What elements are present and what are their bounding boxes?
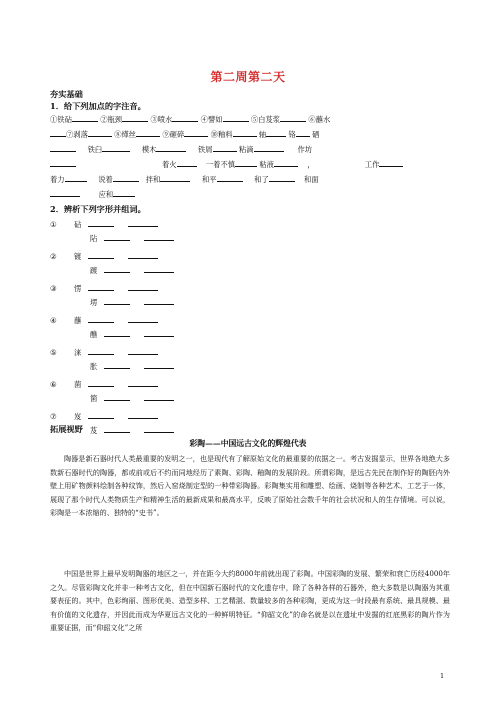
q2-char: 醮	[90, 330, 98, 339]
q2-char: 胀	[90, 362, 98, 371]
answer-blank[interactable]	[233, 129, 257, 137]
answer-blank[interactable]	[172, 114, 198, 122]
q1-item: ⑥蘸水	[308, 115, 331, 124]
answer-blank[interactable]	[88, 129, 112, 137]
answer-blank[interactable]	[144, 329, 174, 337]
answer-blank[interactable]	[136, 129, 160, 137]
q2-row	[50, 411, 158, 422]
q1-item: ⑩釉料	[210, 130, 233, 139]
answer-blank[interactable]	[88, 219, 114, 227]
q1-item: ③喷水	[150, 115, 173, 124]
q2-number: ⑥	[50, 380, 57, 389]
q1-item: ⑨砸碎	[162, 130, 185, 139]
q2-char: 砧	[74, 220, 82, 229]
answer-blank[interactable]	[128, 347, 158, 355]
answer-blank[interactable]	[104, 393, 130, 401]
answer-blank[interactable]	[113, 189, 135, 197]
answer-blank[interactable]	[72, 114, 98, 122]
answer-blank[interactable]	[104, 425, 130, 433]
q1-item: ②瓶颈	[100, 115, 123, 124]
q1-item: ④譬如	[200, 115, 223, 124]
answer-blank[interactable]	[65, 174, 87, 182]
answer-blank[interactable]	[128, 283, 158, 291]
q1-item: 作坊	[297, 145, 313, 154]
q2-row	[50, 283, 158, 294]
q1-item: 铬	[288, 130, 296, 139]
q2-row	[90, 361, 174, 372]
q2-char: 涞	[74, 348, 82, 357]
answer-blank[interactable]	[50, 144, 76, 152]
q2-char: 箘	[90, 394, 98, 403]
q1-item: 工作	[364, 160, 380, 169]
paragraph-1-text: 陶器是新石器时代人类最重要的发明之一，也是现代有了解原始文化的最重要的依据之一。考古发掘显示，世界各地绝大多数新石器时代的陶器，都或前或后不约而同地经历了素陶、彩陶、釉陶的发展阶段。所谓彩陶，是远古先民在制作好的陶胚内外壁上用矿物颜料绘制各种纹饰，然后入窑烧制定型的一种带彩陶器。彩陶集实用和雕塑、绘画、烧制等各种艺术、工艺于一体，展现了那个时代人类物质生产和精神生活的最新成果和最高水平，反映了原始社会数千年的社会状况和人的生存情境。可以说，彩陶是一本浓缩的、独特的“史书”。	[50, 454, 450, 518]
q2-row	[90, 393, 174, 404]
q1-item: 应和	[98, 190, 114, 199]
q2-char: 镀	[74, 252, 82, 261]
q2-char: 愣	[74, 284, 82, 293]
q2-row	[90, 265, 174, 276]
q2-row	[50, 219, 158, 230]
answer-blank[interactable]	[266, 129, 286, 137]
page-number: 1	[440, 672, 445, 680]
q2-char: 阽	[90, 234, 98, 243]
answer-blank[interactable]	[144, 393, 174, 401]
section-heading-basics: 夯实基础	[50, 89, 83, 99]
answer-blank[interactable]	[128, 251, 158, 259]
q2-char: 菌	[74, 380, 82, 389]
q1-item: ⑤白芨浆	[250, 115, 281, 124]
q1-item: 和面	[304, 175, 319, 184]
answer-blank[interactable]	[128, 379, 158, 387]
q1-item: 铁臼	[87, 145, 103, 154]
q1-item: 粘液	[259, 160, 274, 169]
answer-blank[interactable]	[88, 347, 114, 355]
q1-item: 一着不慎	[205, 160, 236, 169]
answer-blank[interactable]	[217, 174, 243, 182]
q1-line-4	[50, 159, 450, 170]
answer-blank[interactable]	[144, 233, 174, 241]
q2-row	[90, 425, 174, 436]
q2-char: 岌	[74, 412, 82, 421]
q2-row	[50, 347, 158, 358]
answer-blank[interactable]	[274, 159, 298, 167]
answer-blank[interactable]	[156, 144, 186, 152]
q1-item: 着火	[162, 160, 177, 169]
answer-blank[interactable]	[223, 114, 249, 122]
answer-blank[interactable]	[144, 425, 174, 433]
paragraph-2-text: 中国是世界上最早发明陶器的地区之一，并在距今大约8000年前就出现了彩陶。中国彩陶的发展、繁荣和衰亡历经4000年之久。尽管彩陶文化并非一种考古文化，但在中国新石器时代的文化遗存中，除了各种各样的石器外，绝大多数是以陶器为其重要表征的。其中，色彩绚丽、图形优美、造型多样、工艺精湛、数量较多的各种彩陶，更成为这一时段最有系统、最具规模、最有价值的文化遗存，并因此而成为华夏远古文化的一种鲜明特征。“仰韶文化”的命名就是以在遗址中发掘的红底黑彩的陶片作为重要证据，而“仰韶文化”之所	[50, 569, 450, 633]
answer-blank[interactable]	[104, 233, 130, 241]
answer-blank[interactable]	[104, 297, 130, 305]
q1-item: 模木	[141, 145, 157, 154]
answer-blank[interactable]	[296, 129, 310, 137]
q2-char: 蘸	[74, 316, 82, 325]
q2-row	[50, 251, 158, 262]
answer-blank[interactable]	[88, 283, 114, 291]
answer-blank[interactable]	[88, 379, 114, 387]
answer-blank[interactable]	[269, 174, 295, 182]
q1-item: ⑦剥落	[66, 130, 88, 139]
q1-item: 硒	[312, 130, 320, 139]
q2-row	[90, 297, 174, 308]
answer-blank[interactable]	[104, 329, 130, 337]
question-2-heading: 2．辨析下列字形并组词。	[50, 204, 146, 214]
answer-blank[interactable]	[280, 114, 306, 122]
q1-line-3	[50, 144, 450, 155]
q2-row	[50, 315, 158, 326]
answer-blank[interactable]	[113, 174, 139, 182]
answer-blank[interactable]	[160, 174, 190, 182]
q1-item: 说着	[98, 175, 113, 184]
q1-item: ⑧缂丝	[114, 130, 137, 139]
q2-row	[50, 379, 158, 390]
q2-number: ⑦	[50, 412, 57, 421]
passage-paragraph-2	[50, 567, 450, 635]
q2-number: ⑤	[50, 348, 57, 357]
q1-line-6	[50, 189, 450, 200]
answer-blank[interactable]	[122, 114, 148, 122]
answer-blank[interactable]	[213, 144, 237, 152]
q2-char: 塄	[90, 298, 98, 307]
q1-line-1	[50, 114, 450, 125]
q1-line-2	[50, 129, 450, 140]
q1-item: 拌和	[145, 175, 161, 184]
q2-number: ①	[50, 220, 57, 229]
q2-number: ③	[50, 284, 57, 293]
answer-blank[interactable]	[102, 144, 130, 152]
q1-line-5	[50, 174, 450, 185]
answer-blank[interactable]	[128, 315, 158, 323]
q2-char: 芨	[90, 426, 98, 435]
q2-char: 踱	[90, 266, 98, 275]
answer-blank[interactable]	[254, 144, 284, 152]
answer-blank[interactable]	[144, 297, 174, 305]
answer-blank[interactable]	[177, 159, 197, 167]
answer-blank[interactable]	[104, 265, 130, 273]
answer-blank[interactable]	[88, 315, 114, 323]
answer-blank[interactable]	[50, 189, 80, 197]
q1-item: 铁屑	[198, 145, 213, 154]
answer-blank[interactable]	[144, 361, 174, 369]
q1-item: 轴	[258, 130, 267, 139]
q1-item: 着力	[50, 175, 65, 184]
q1-item: ①铁砧	[50, 115, 72, 124]
answer-blank[interactable]	[50, 129, 66, 137]
answer-blank[interactable]	[88, 251, 114, 259]
question-1-heading: 1．给下列加点的字注音。	[50, 101, 146, 111]
passage-title: 彩陶——中国远古文化的辉煌代表	[189, 439, 307, 448]
q2-number: ②	[50, 252, 57, 261]
page-title: 第二周第二天	[210, 70, 286, 84]
q2-row	[90, 329, 174, 340]
q1-item: 和了	[254, 175, 269, 184]
answer-blank[interactable]	[235, 159, 257, 167]
answer-blank[interactable]	[144, 265, 174, 273]
answer-blank[interactable]	[128, 411, 158, 419]
q1-item: ，	[307, 160, 315, 169]
q2-number: ④	[50, 316, 57, 325]
q2-row	[90, 233, 174, 244]
answer-blank[interactable]	[128, 219, 158, 227]
answer-blank[interactable]	[379, 159, 403, 167]
answer-blank[interactable]	[184, 129, 208, 137]
passage-paragraph-1	[50, 452, 450, 520]
q1-item: 和平	[201, 175, 217, 184]
answer-blank[interactable]	[50, 159, 76, 167]
q1-item: 粘滴	[238, 145, 254, 154]
answer-blank[interactable]	[104, 361, 130, 369]
answer-blank[interactable]	[88, 411, 114, 419]
section-heading-extend: 拓展视野	[50, 424, 83, 434]
